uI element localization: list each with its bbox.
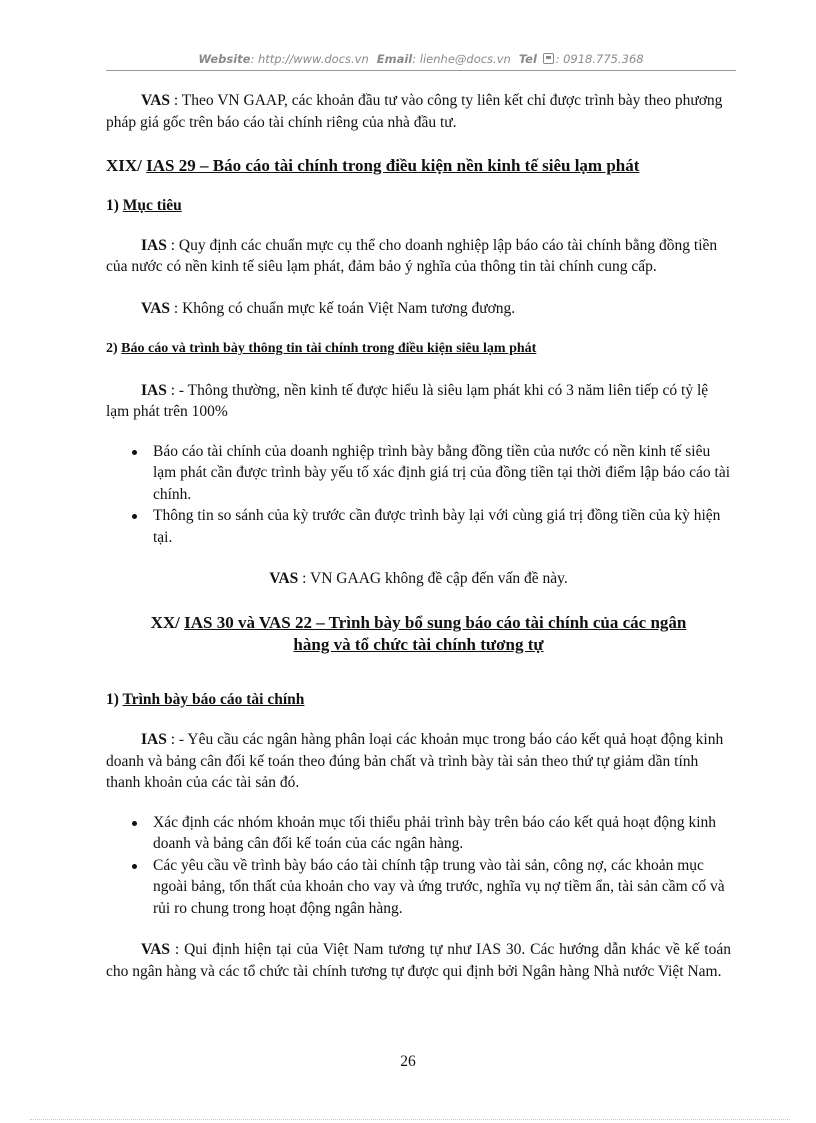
list-item: Xác định các nhóm khoản mục tối thiểu phải trình bày trên báo cáo kết quả hoạt động kinh doanh và bảng cân đối kế toán của các ngân hàng. bbox=[106, 812, 731, 855]
paragraph-vas-29-objective: VAS : Không có chuẩn mực kế toán Việt Nam tương đương. bbox=[141, 299, 516, 317]
paragraph-ias-29-objective: IAS : Quy định các chuẩn mực cụ thể cho doanh nghiệp lập báo cáo tài chính bằng đồng tiền của nước có nền kinh tế siêu lạm phát, đảm bảo ý nghĩa của thông tin tài chính cung cấp. bbox=[106, 236, 718, 275]
paragraph-vas-intro: VAS : Theo VN GAAP, các khoản đầu tư vào công ty liên kết chỉ được trình bày theo phương pháp giá gốc trên báo cáo tài chính riêng của nhà đầu tư. bbox=[106, 92, 723, 131]
paragraph-vas-29-note: VAS : VN GAAG không đề cập đến vấn đề này. bbox=[269, 570, 568, 587]
subsection-title-trinh-bay: 1) Trình bày báo cáo tài chính bbox=[106, 690, 305, 708]
paragraph-ias-30: IAS : - Yêu cầu các ngân hàng phân loại các khoản mục trong báo cáo kết quả hoạt động kinh doanh và bảng cân đối kế toán theo đúng bản chất và trình bày tài sản theo thứ tự giảm dần tính thanh khoản của các tài sản đó. bbox=[106, 731, 724, 791]
footer-divider bbox=[30, 1119, 790, 1120]
list-item: Các yêu cầu về trình bày báo cáo tài chính tập trung vào tài sản, công nợ, các khoản mục ngoài bảng, tổn thất của khoản cho vay và ứng trước, nghĩa vụ nợ tiềm ẩn, tài sản cầm cố và rủi ro chung trong hoạt động ngân hàng. bbox=[106, 855, 731, 920]
page-header bbox=[106, 51, 736, 71]
tel-value: : 0918.775.368 bbox=[555, 52, 644, 66]
paragraph-ias-29-hyperinflation: IAS : - Thông thường, nền kinh tế được hiểu là siêu lạm phát khi có 3 năm liên tiếp có tỷ lệ lạm phát trên 100% bbox=[106, 381, 709, 420]
document-body bbox=[106, 90, 731, 982]
tel-label: Tel bbox=[518, 52, 537, 66]
bullet-list-ias-29 bbox=[106, 441, 731, 549]
list-item: Báo cáo tài chính của doanh nghiệp trình bày bằng đồng tiền của nước có nền kinh tế siêu lạm phát cần được trình bày yếu tố xác định giá trị của đồng tiền tại thời điểm lập báo cáo tài chính. bbox=[106, 441, 731, 506]
phone-icon bbox=[543, 53, 554, 64]
section-title-xx: XX/ IAS 30 và VAS 22 – Trình bày bổ sung báo cáo tài chính của các ngân hàng và tổ chức tài chính tương tự bbox=[150, 612, 687, 654]
section-title-xix: XIX/ IAS 29 – Báo cáo tài chính trong điều kiện nền kinh tế siêu lạm phát bbox=[106, 156, 640, 175]
list-item: Thông tin so sánh của kỳ trước cần được trình bày lại với cùng giá trị đồng tiền của kỳ hiện tại. bbox=[106, 505, 731, 548]
paragraph-vas-22: VAS : Qui định hiện tại của Việt Nam tương tự như IAS 30. Các hướng dẫn khác về kế toán cho ngân hàng và các tổ chức tài chính tương tự được qui định bởi Ngân hàng Nhà nước Việt Nam. bbox=[106, 941, 731, 980]
subsection-title-muc-tieu: 1) Mục tiêu bbox=[106, 197, 182, 214]
page-number: 26 bbox=[400, 1053, 416, 1070]
subsection-title-bao-cao: 2) Báo cáo và trình bày thông tin tài chính trong điều kiện siêu lạm phát bbox=[106, 341, 537, 356]
bullet-list-ias-30 bbox=[106, 812, 731, 920]
email-value[interactable]: : lienhe@docs.vn bbox=[412, 52, 511, 66]
website-value[interactable]: : http://www.docs.vn bbox=[250, 52, 369, 66]
website-label: Website bbox=[198, 52, 251, 66]
email-label: Email bbox=[376, 52, 413, 66]
